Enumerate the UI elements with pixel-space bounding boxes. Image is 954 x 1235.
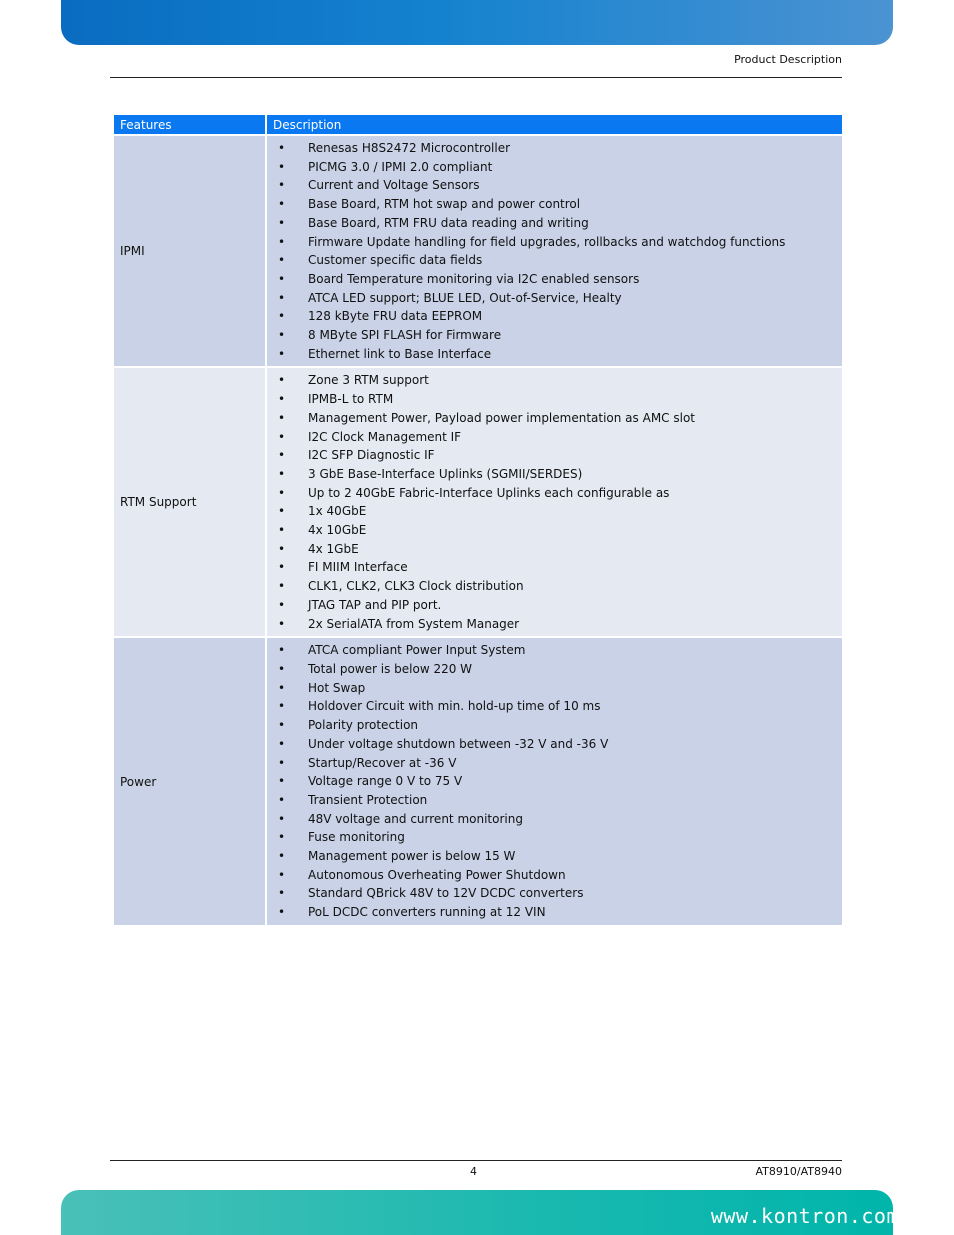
list-item: • Fuse monitoring — [273, 828, 836, 847]
list-item: • Management power is below 15 W — [273, 847, 836, 866]
page-number: 4 — [470, 1165, 477, 1178]
list-item: • Renesas H8S2472 Microcontroller — [273, 139, 836, 158]
list-item: • 2x SerialATA from System Manager — [273, 615, 836, 634]
feature-cell: RTM Support — [114, 368, 265, 636]
list-item: • 8 MByte SPI FLASH for Firmware — [273, 326, 836, 345]
list-item: • Base Board, RTM hot swap and power control — [273, 195, 836, 214]
features-table — [112, 113, 844, 927]
list-item: • IPMB-L to RTM — [273, 390, 836, 409]
list-item: • Holdover Circuit with min. hold-up time of 10 ms — [273, 697, 836, 716]
list-item: • 128 kByte FRU data EEPROM — [273, 307, 836, 326]
list-item: • Hot Swap — [273, 679, 836, 698]
list-item: • Firmware Update handling for field upgrades, rollbacks and watchdog functions — [273, 233, 836, 252]
list-item: • Polarity protection — [273, 716, 836, 735]
website-link[interactable]: www.kontron.com — [710, 1204, 899, 1228]
list-item: • ATCA compliant Power Input System — [273, 641, 836, 660]
list-item: • I2C SFP Diagnostic IF — [273, 446, 836, 465]
feature-cell: IPMI — [114, 136, 265, 366]
list-item: • I2C Clock Management IF — [273, 428, 836, 447]
list-item: • JTAG TAP and PIP port. — [273, 596, 836, 615]
description-cell — [267, 136, 842, 366]
document-id: AT8910/AT8940 — [755, 1165, 842, 1178]
list-item: • PoL DCDC converters running at 12 VIN — [273, 903, 836, 922]
list-item: • Total power is below 220 W — [273, 660, 836, 679]
list-item: • 1x 40GbE — [273, 502, 836, 521]
table-header-row — [114, 115, 842, 134]
description-cell — [267, 638, 842, 925]
list-item: • ATCA LED support; BLUE LED, Out-of-Service, Healty — [273, 289, 836, 308]
list-item: • Startup/Recover at -36 V — [273, 754, 836, 773]
list-item: • CLK1, CLK2, CLK3 Clock distribution — [273, 577, 836, 596]
list-item: • Under voltage shutdown between -32 V and -36 V — [273, 735, 836, 754]
list-item: • 48V voltage and current monitoring — [273, 810, 836, 829]
column-header-description: Description — [267, 115, 842, 134]
table-row-rtm-support — [114, 368, 842, 636]
header-section-title: Product Description — [734, 53, 842, 66]
list-item: • Zone 3 RTM support — [273, 371, 836, 390]
list-item: • Customer specific data fields — [273, 251, 836, 270]
column-header-features: Features — [114, 115, 265, 134]
list-item: • Base Board, RTM FRU data reading and writing — [273, 214, 836, 233]
list-item: • PICMG 3.0 / IPMI 2.0 compliant — [273, 158, 836, 177]
list-item: • Management Power, Payload power implementation as AMC slot — [273, 409, 836, 428]
list-item: • 3 GbE Base-Interface Uplinks (SGMII/SERDES) — [273, 465, 836, 484]
table-row-ipmi — [114, 136, 842, 366]
list-item: • 4x 1GbE — [273, 540, 836, 559]
list-item: • Standard QBrick 48V to 12V DCDC converters — [273, 884, 836, 903]
list-item: • Up to 2 40GbE Fabric-Interface Uplinks each configurable as — [273, 484, 836, 503]
table-row-power — [114, 638, 842, 925]
feature-list-power — [273, 641, 836, 922]
list-item: • Current and Voltage Sensors — [273, 176, 836, 195]
footer-divider — [110, 1160, 842, 1161]
list-item: • Board Temperature monitoring via I2C enabled sensors — [273, 270, 836, 289]
feature-list-rtm-support — [273, 371, 836, 633]
list-item: • FI MIIM Interface — [273, 558, 836, 577]
top-banner — [61, 0, 893, 45]
header-divider — [110, 77, 842, 78]
feature-cell: Power — [114, 638, 265, 925]
list-item: • 4x 10GbE — [273, 521, 836, 540]
list-item: • Voltage range 0 V to 75 V — [273, 772, 836, 791]
list-item: • Transient Protection — [273, 791, 836, 810]
list-item: • Autonomous Overheating Power Shutdown — [273, 866, 836, 885]
description-cell — [267, 368, 842, 636]
list-item: • Ethernet link to Base Interface — [273, 345, 836, 364]
feature-list-ipmi — [273, 139, 836, 363]
